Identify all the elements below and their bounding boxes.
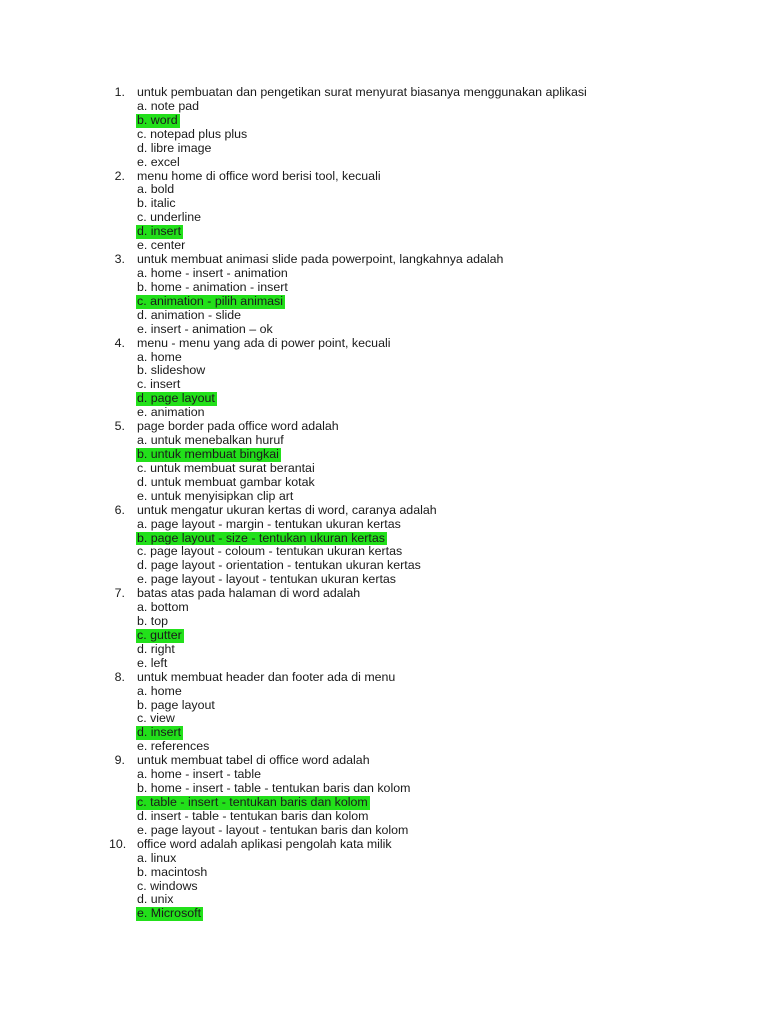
question-number: 6. [114, 502, 125, 517]
answer-option: d. unix [137, 892, 174, 907]
answer-option: d. libre image [137, 140, 212, 155]
question-number: 3. [114, 252, 125, 267]
correct-answer-highlight: c. table - insert - tentukan baris dan kolom [137, 795, 368, 810]
correct-answer-highlight: b. word [137, 112, 178, 127]
question-text: batas atas pada halaman di word adalah [137, 586, 361, 601]
correct-answer-highlight: b. untuk membuat bingkai [137, 446, 279, 461]
answer-option: b. macintosh [137, 864, 208, 879]
answer-option: b. slideshow [137, 363, 206, 378]
answer-option: c. untuk membuat surat berantai [137, 460, 315, 475]
answer-option: a. note pad [137, 98, 200, 113]
answer-option: d. page layout - orientation - tentukan ukuran kertas [137, 558, 421, 573]
question-text: page border pada office word adalah [137, 419, 339, 434]
question-number: 5. [114, 419, 125, 434]
question-number: 8. [114, 669, 125, 684]
answer-option: d. animation - slide [137, 307, 241, 322]
question-text: untuk membuat tabel di office word adalah [137, 753, 370, 768]
answer-option: a. untuk menebalkan huruf [137, 433, 284, 448]
question-text: office word adalah aplikasi pengolah kata milik [137, 836, 392, 851]
question-number: 10. [109, 836, 127, 851]
question-number: 9. [114, 753, 125, 768]
answer-option: b. top [137, 614, 169, 629]
answer-option: e. excel [137, 154, 180, 169]
answer-option: b. italic [137, 196, 176, 211]
answer-option: e. untuk menyisipkan clip art [137, 488, 294, 503]
answer-option: d. insert - table - tentukan baris dan kolom [137, 808, 369, 823]
question-text: menu home di office word berisi tool, kecuali [137, 168, 381, 183]
answer-option: a. home [137, 683, 182, 698]
answer-option: e. page layout - layout - tentukan baris dan kolom [137, 822, 409, 837]
answer-option: a. home - insert - animation [137, 265, 288, 280]
answer-option: e. left [137, 655, 168, 670]
question-number: 1. [114, 85, 125, 99]
answer-option: c. view [137, 711, 175, 726]
question-number: 7. [114, 586, 125, 601]
correct-answer-highlight: d. insert [137, 725, 182, 740]
answer-option: c. notepad plus plus [137, 126, 248, 141]
correct-answer-highlight: d. page layout [137, 391, 215, 406]
answer-option: a. bottom [137, 600, 189, 615]
answer-option: e. animation [137, 405, 205, 420]
question-text: untuk mengatur ukuran kertas di word, caranya adalah [137, 502, 437, 517]
answer-option: b. page layout [137, 697, 215, 712]
question-number: 4. [114, 335, 125, 350]
answer-option: c. page layout - coloum - tentukan ukuran kertas [137, 544, 403, 559]
correct-answer-highlight: c. animation - pilih animasi [137, 293, 283, 308]
answer-option: e. references [137, 739, 210, 754]
answer-option: a. home [137, 349, 182, 364]
answer-option: b. home - insert - table - tentukan baris dan kolom [137, 781, 411, 796]
answer-option: b. home - animation - insert [137, 279, 288, 294]
answer-option: a. bold [137, 182, 175, 197]
question-text: menu - menu yang ada di power point, kecuali [137, 335, 391, 350]
answer-option: d. right [137, 641, 175, 656]
answer-option: d. untuk membuat gambar kotak [137, 474, 315, 489]
question-number: 2. [114, 168, 125, 183]
correct-answer-highlight: b. page layout - size - tentukan ukuran kertas [137, 530, 385, 545]
answer-option: c. underline [137, 210, 202, 225]
answer-option: c. windows [137, 878, 198, 893]
answer-option: a. home - insert - table [137, 767, 261, 782]
question-text: untuk membuat header dan footer ada di menu [137, 669, 396, 684]
answer-option: a. linux [137, 850, 177, 865]
answer-option: a. page layout - margin - tentukan ukuran kertas [137, 516, 401, 531]
answer-option: e. page layout - layout - tentukan ukuran kertas [137, 572, 396, 587]
correct-answer-highlight: e. Microsoft [137, 906, 202, 921]
question-text: untuk membuat animasi slide pada powerpoint, langkahnya adalah [137, 252, 504, 267]
question-text: untuk pembuatan dan pengetikan surat menyurat biasanya menggunakan aplikasi [137, 85, 587, 99]
correct-answer-highlight: c. gutter [137, 627, 182, 642]
answer-option: e. insert - animation – ok [137, 321, 273, 336]
answer-option: e. center [137, 238, 186, 253]
correct-answer-highlight: d. insert [137, 224, 182, 239]
answer-option: c. insert [137, 377, 181, 392]
